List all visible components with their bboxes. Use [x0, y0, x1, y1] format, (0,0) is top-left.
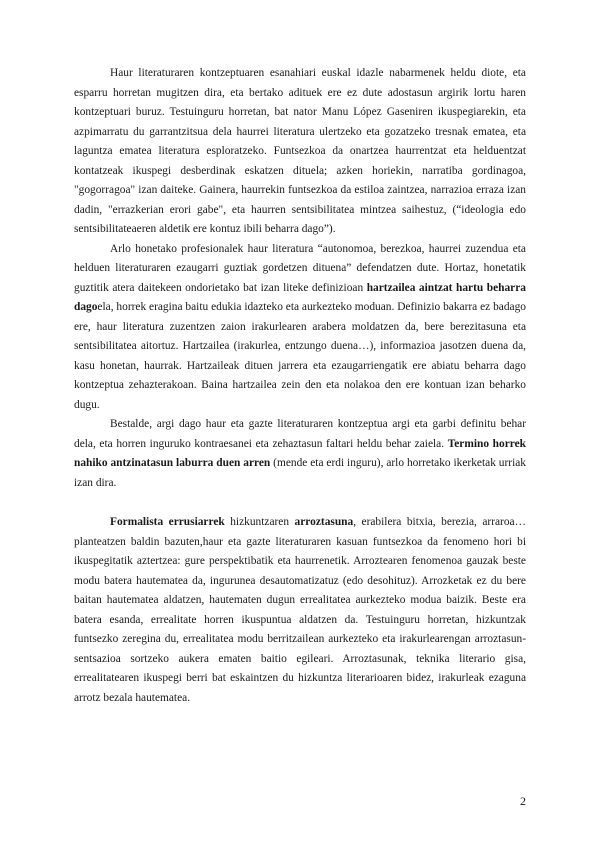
text-run: Bestalde, argi dago haur eta gazte literaturaren kontzeptua argi eta garbi definitu behar dela, eta horren inguruko kontraesanei eta zehaztasun faltari heldu behar zaiela.	[74, 418, 526, 450]
bold-text-run: Termino horrek nahiko antzinatasun laburra duen arren	[74, 437, 526, 469]
bold-text-run: arroztasuna	[294, 516, 354, 528]
text-run: , erabilera bitxia, berezia, arraroa… planteatzen baldin bazuten,haur eta gazte literaturaren kasuan funtsezkoa da fenomeno hori bi ikuspegitatik aztertzea: gure perspektibatik eta haurrenetik. Arroztearen fenomenoa gauzak beste modu batera hautematea da, ingurunea desautomatizatuz (edo desohituz). Arrozketak ez du bere baitan hautematea aldatzen, hautematen dugun errealitatea aurkezteko modua baizik. Beste era batera esanda, errealitate horren ikuspuntua aldatzen da. Testuinguru horretan, hizkuntzak funtsezko zeregina du, errealitatea modu berritzailean aurkezteko eta irakurlearengan arroztasun-sentsazioa sortzeko aukera ematen baitio egileari. Arroztasunak, teknika literario gisa, errealitatearen ikuspegi berri bat eskaintzen du hizkuntza literarioaren bidez, irakurleak ezaguna arrotz bezala hautematea.	[74, 516, 526, 704]
paragraph-1	[74, 64, 526, 240]
paragraph-4	[74, 513, 526, 708]
text-run: (mende eta erdi inguru), arlo horretako ikerketak urriak izan dira.	[74, 457, 526, 489]
text-run: ela, horrek eragina baitu edukia idazteko eta aurkezteko moduan. Definizio bakarra ez badago ere, haur literatura zuzentzen zaion irakurlearen arabera moldatzen da, bere berezitasuna eta sentsibilitatea aitortuz. Hartzailea (irakurlea, entzungo duena…), informazioa jasotzen duena da, kasu honetan, haurrak. Hartzaileak dituen jarrera eta ezaugarriengatik ere abiatu beharra dago kontzeptua zehazterakoan. Baina hartzailea zein den eta nolakoa den ere kontuan izan beharko dugu.	[74, 301, 526, 411]
document-body	[74, 64, 526, 708]
bold-text-run: Formalista errusiarrek	[110, 516, 225, 528]
text-run: Arlo honetako profesionalek haur literatura “autonomoa, berezkoa, haurrei zuzendua eta helduen literaturaren ezaugarri guztiak gordetzen dituena” defendatzen dute. Hortaz, honetatik guztitik atera daitekeen ondorietako bat izan liteke definizioan	[74, 242, 526, 294]
text-run: Haur literaturaren kontzeptuaren esanahiari euskal idazle nabarmenek heldu diote, eta esparru horretan mugitzen dira, eta bertako adituek ere ez dute adostasun argirik lortu haren kontzeptuari buruz. Testuinguru horretan, bat nator Manu López Gaseniren ikuspegiarekin, eta azpimarratu du garrantzitsua dela haurrei literatura ulertzeko eta gozatzeko tresnak ematea, eta laguntza ematea literatura esploratzeko. Funtsezkoa da onartzea haurrentzat eta helduentzat kontatzeak ikuspegi desberdinak eskatzen dituela; azken horiekin, narratiba gordinagoa, "gogorragoa" izan daiteke. Gainera, haurrekin funtsezkoa da estiloa zaintzea, narrazioa erraza izan dadin, "errazkerian erori gabe", eta haurren sentsibilitatea mintzea saihestuz, (“ideologia edo sentsibilitateaeren aldetik ere kontuz ibili beharra dago”).	[74, 67, 526, 235]
text-run: hizkuntzaren	[224, 516, 295, 528]
bold-text-run: hartzailea aintzat hartu beharra dago	[74, 281, 526, 313]
page-number: 2	[520, 794, 526, 808]
paragraph-2	[74, 240, 526, 416]
paragraph-3	[74, 415, 526, 493]
